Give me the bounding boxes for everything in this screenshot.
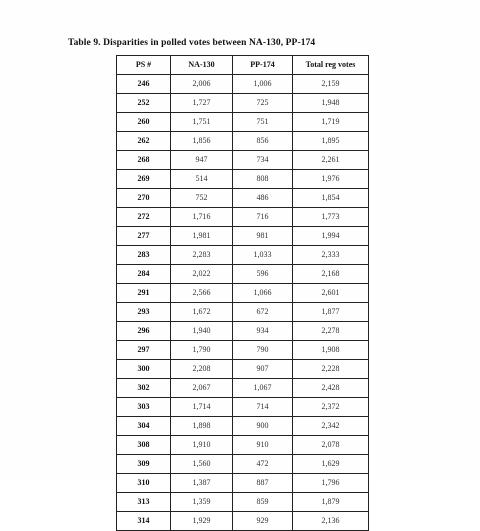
- cell-pp174: 934: [233, 322, 293, 341]
- cell-pp174: 856: [233, 132, 293, 151]
- table-row: [117, 94, 369, 113]
- cell-pp174: 1,066: [233, 284, 293, 303]
- cell-ps: 252: [117, 94, 171, 113]
- table-row: [117, 284, 369, 303]
- cell-pp174: 1,006: [233, 75, 293, 94]
- header-total-reg-votes: Total reg votes: [293, 56, 369, 75]
- cell-ps: 313: [117, 493, 171, 512]
- cell-pp174: 725: [233, 94, 293, 113]
- cell-total-reg-votes: 2,078: [293, 436, 369, 455]
- table-row: [117, 227, 369, 246]
- table-caption: Table 9. Disparities in polled votes between NA-130, PP-174: [68, 38, 316, 48]
- table-row: [117, 132, 369, 151]
- cell-ps: 284: [117, 265, 171, 284]
- cell-na130: 1,751: [171, 113, 233, 132]
- cell-na130: 1,714: [171, 398, 233, 417]
- cell-pp174: 1,067: [233, 379, 293, 398]
- cell-pp174: 910: [233, 436, 293, 455]
- table-row: [117, 512, 369, 531]
- cell-na130: 752: [171, 189, 233, 208]
- cell-ps: 268: [117, 151, 171, 170]
- cell-ps: 304: [117, 417, 171, 436]
- cell-total-reg-votes: 1,895: [293, 132, 369, 151]
- table-row: [117, 360, 369, 379]
- cell-pp174: 929: [233, 512, 293, 531]
- cell-na130: 1,560: [171, 455, 233, 474]
- table-row: [117, 113, 369, 132]
- table-row: [117, 474, 369, 493]
- cell-na130: 1,929: [171, 512, 233, 531]
- cell-total-reg-votes: 2,261: [293, 151, 369, 170]
- cell-ps: 269: [117, 170, 171, 189]
- table-row: [117, 303, 369, 322]
- cell-pp174: 907: [233, 360, 293, 379]
- cell-pp174: 887: [233, 474, 293, 493]
- cell-na130: 2,022: [171, 265, 233, 284]
- cell-ps: 302: [117, 379, 171, 398]
- table-row: [117, 379, 369, 398]
- table-row: [117, 265, 369, 284]
- cell-total-reg-votes: 1,994: [293, 227, 369, 246]
- cell-ps: 310: [117, 474, 171, 493]
- cell-total-reg-votes: 1,796: [293, 474, 369, 493]
- cell-na130: 1,672: [171, 303, 233, 322]
- cell-total-reg-votes: 1,854: [293, 189, 369, 208]
- cell-na130: 1,856: [171, 132, 233, 151]
- cell-ps: 300: [117, 360, 171, 379]
- table-row: [117, 493, 369, 512]
- cell-ps: 308: [117, 436, 171, 455]
- cell-na130: 514: [171, 170, 233, 189]
- cell-total-reg-votes: 1,976: [293, 170, 369, 189]
- cell-pp174: 672: [233, 303, 293, 322]
- cell-ps: 291: [117, 284, 171, 303]
- cell-total-reg-votes: 1,773: [293, 208, 369, 227]
- cell-total-reg-votes: 1,948: [293, 94, 369, 113]
- cell-ps: 293: [117, 303, 171, 322]
- table-row: [117, 322, 369, 341]
- table-row: [117, 170, 369, 189]
- cell-total-reg-votes: 2,372: [293, 398, 369, 417]
- cell-pp174: 900: [233, 417, 293, 436]
- cell-na130: 2,067: [171, 379, 233, 398]
- cell-pp174: 596: [233, 265, 293, 284]
- cell-pp174: 716: [233, 208, 293, 227]
- table-body: [117, 75, 369, 531]
- cell-na130: 1,387: [171, 474, 233, 493]
- cell-na130: 1,981: [171, 227, 233, 246]
- table-row: [117, 436, 369, 455]
- cell-total-reg-votes: 2,278: [293, 322, 369, 341]
- cell-na130: 2,006: [171, 75, 233, 94]
- cell-na130: 947: [171, 151, 233, 170]
- cell-ps: 296: [117, 322, 171, 341]
- header-na130: NA-130: [171, 56, 233, 75]
- table-row: [117, 75, 369, 94]
- cell-ps: 283: [117, 246, 171, 265]
- cell-ps: 309: [117, 455, 171, 474]
- cell-total-reg-votes: 2,428: [293, 379, 369, 398]
- cell-pp174: 981: [233, 227, 293, 246]
- table-header-row: [117, 56, 369, 75]
- cell-ps: 272: [117, 208, 171, 227]
- cell-ps: 297: [117, 341, 171, 360]
- cell-na130: 2,566: [171, 284, 233, 303]
- cell-pp174: 859: [233, 493, 293, 512]
- table-row: [117, 246, 369, 265]
- cell-na130: 2,283: [171, 246, 233, 265]
- cell-pp174: 714: [233, 398, 293, 417]
- cell-total-reg-votes: 2,228: [293, 360, 369, 379]
- cell-total-reg-votes: 2,136: [293, 512, 369, 531]
- cell-na130: 1,940: [171, 322, 233, 341]
- cell-pp174: 808: [233, 170, 293, 189]
- cell-total-reg-votes: 2,168: [293, 265, 369, 284]
- table-row: [117, 398, 369, 417]
- table-row: [117, 455, 369, 474]
- cell-ps: 270: [117, 189, 171, 208]
- cell-total-reg-votes: 1,629: [293, 455, 369, 474]
- cell-pp174: 472: [233, 455, 293, 474]
- cell-total-reg-votes: 1,719: [293, 113, 369, 132]
- cell-na130: 1,727: [171, 94, 233, 113]
- cell-pp174: 486: [233, 189, 293, 208]
- cell-total-reg-votes: 2,159: [293, 75, 369, 94]
- cell-total-reg-votes: 1,908: [293, 341, 369, 360]
- cell-ps: 262: [117, 132, 171, 151]
- cell-na130: 1,790: [171, 341, 233, 360]
- cell-total-reg-votes: 2,601: [293, 284, 369, 303]
- cell-pp174: 734: [233, 151, 293, 170]
- cell-ps: 303: [117, 398, 171, 417]
- cell-na130: 1,910: [171, 436, 233, 455]
- table-row: [117, 208, 369, 227]
- votes-table: [116, 55, 369, 531]
- header-pp174: PP-174: [233, 56, 293, 75]
- cell-total-reg-votes: 1,877: [293, 303, 369, 322]
- cell-na130: 2,208: [171, 360, 233, 379]
- cell-na130: 1,716: [171, 208, 233, 227]
- cell-total-reg-votes: 2,342: [293, 417, 369, 436]
- cell-na130: 1,898: [171, 417, 233, 436]
- header-ps: PS #: [117, 56, 171, 75]
- table-row: [117, 417, 369, 436]
- cell-total-reg-votes: 2,333: [293, 246, 369, 265]
- cell-pp174: 1,033: [233, 246, 293, 265]
- cell-ps: 260: [117, 113, 171, 132]
- table-row: [117, 151, 369, 170]
- cell-na130: 1,359: [171, 493, 233, 512]
- cell-ps: 277: [117, 227, 171, 246]
- table-row: [117, 189, 369, 208]
- cell-ps: 314: [117, 512, 171, 531]
- cell-pp174: 790: [233, 341, 293, 360]
- cell-total-reg-votes: 1,879: [293, 493, 369, 512]
- cell-pp174: 751: [233, 113, 293, 132]
- table-row: [117, 341, 369, 360]
- cell-ps: 246: [117, 75, 171, 94]
